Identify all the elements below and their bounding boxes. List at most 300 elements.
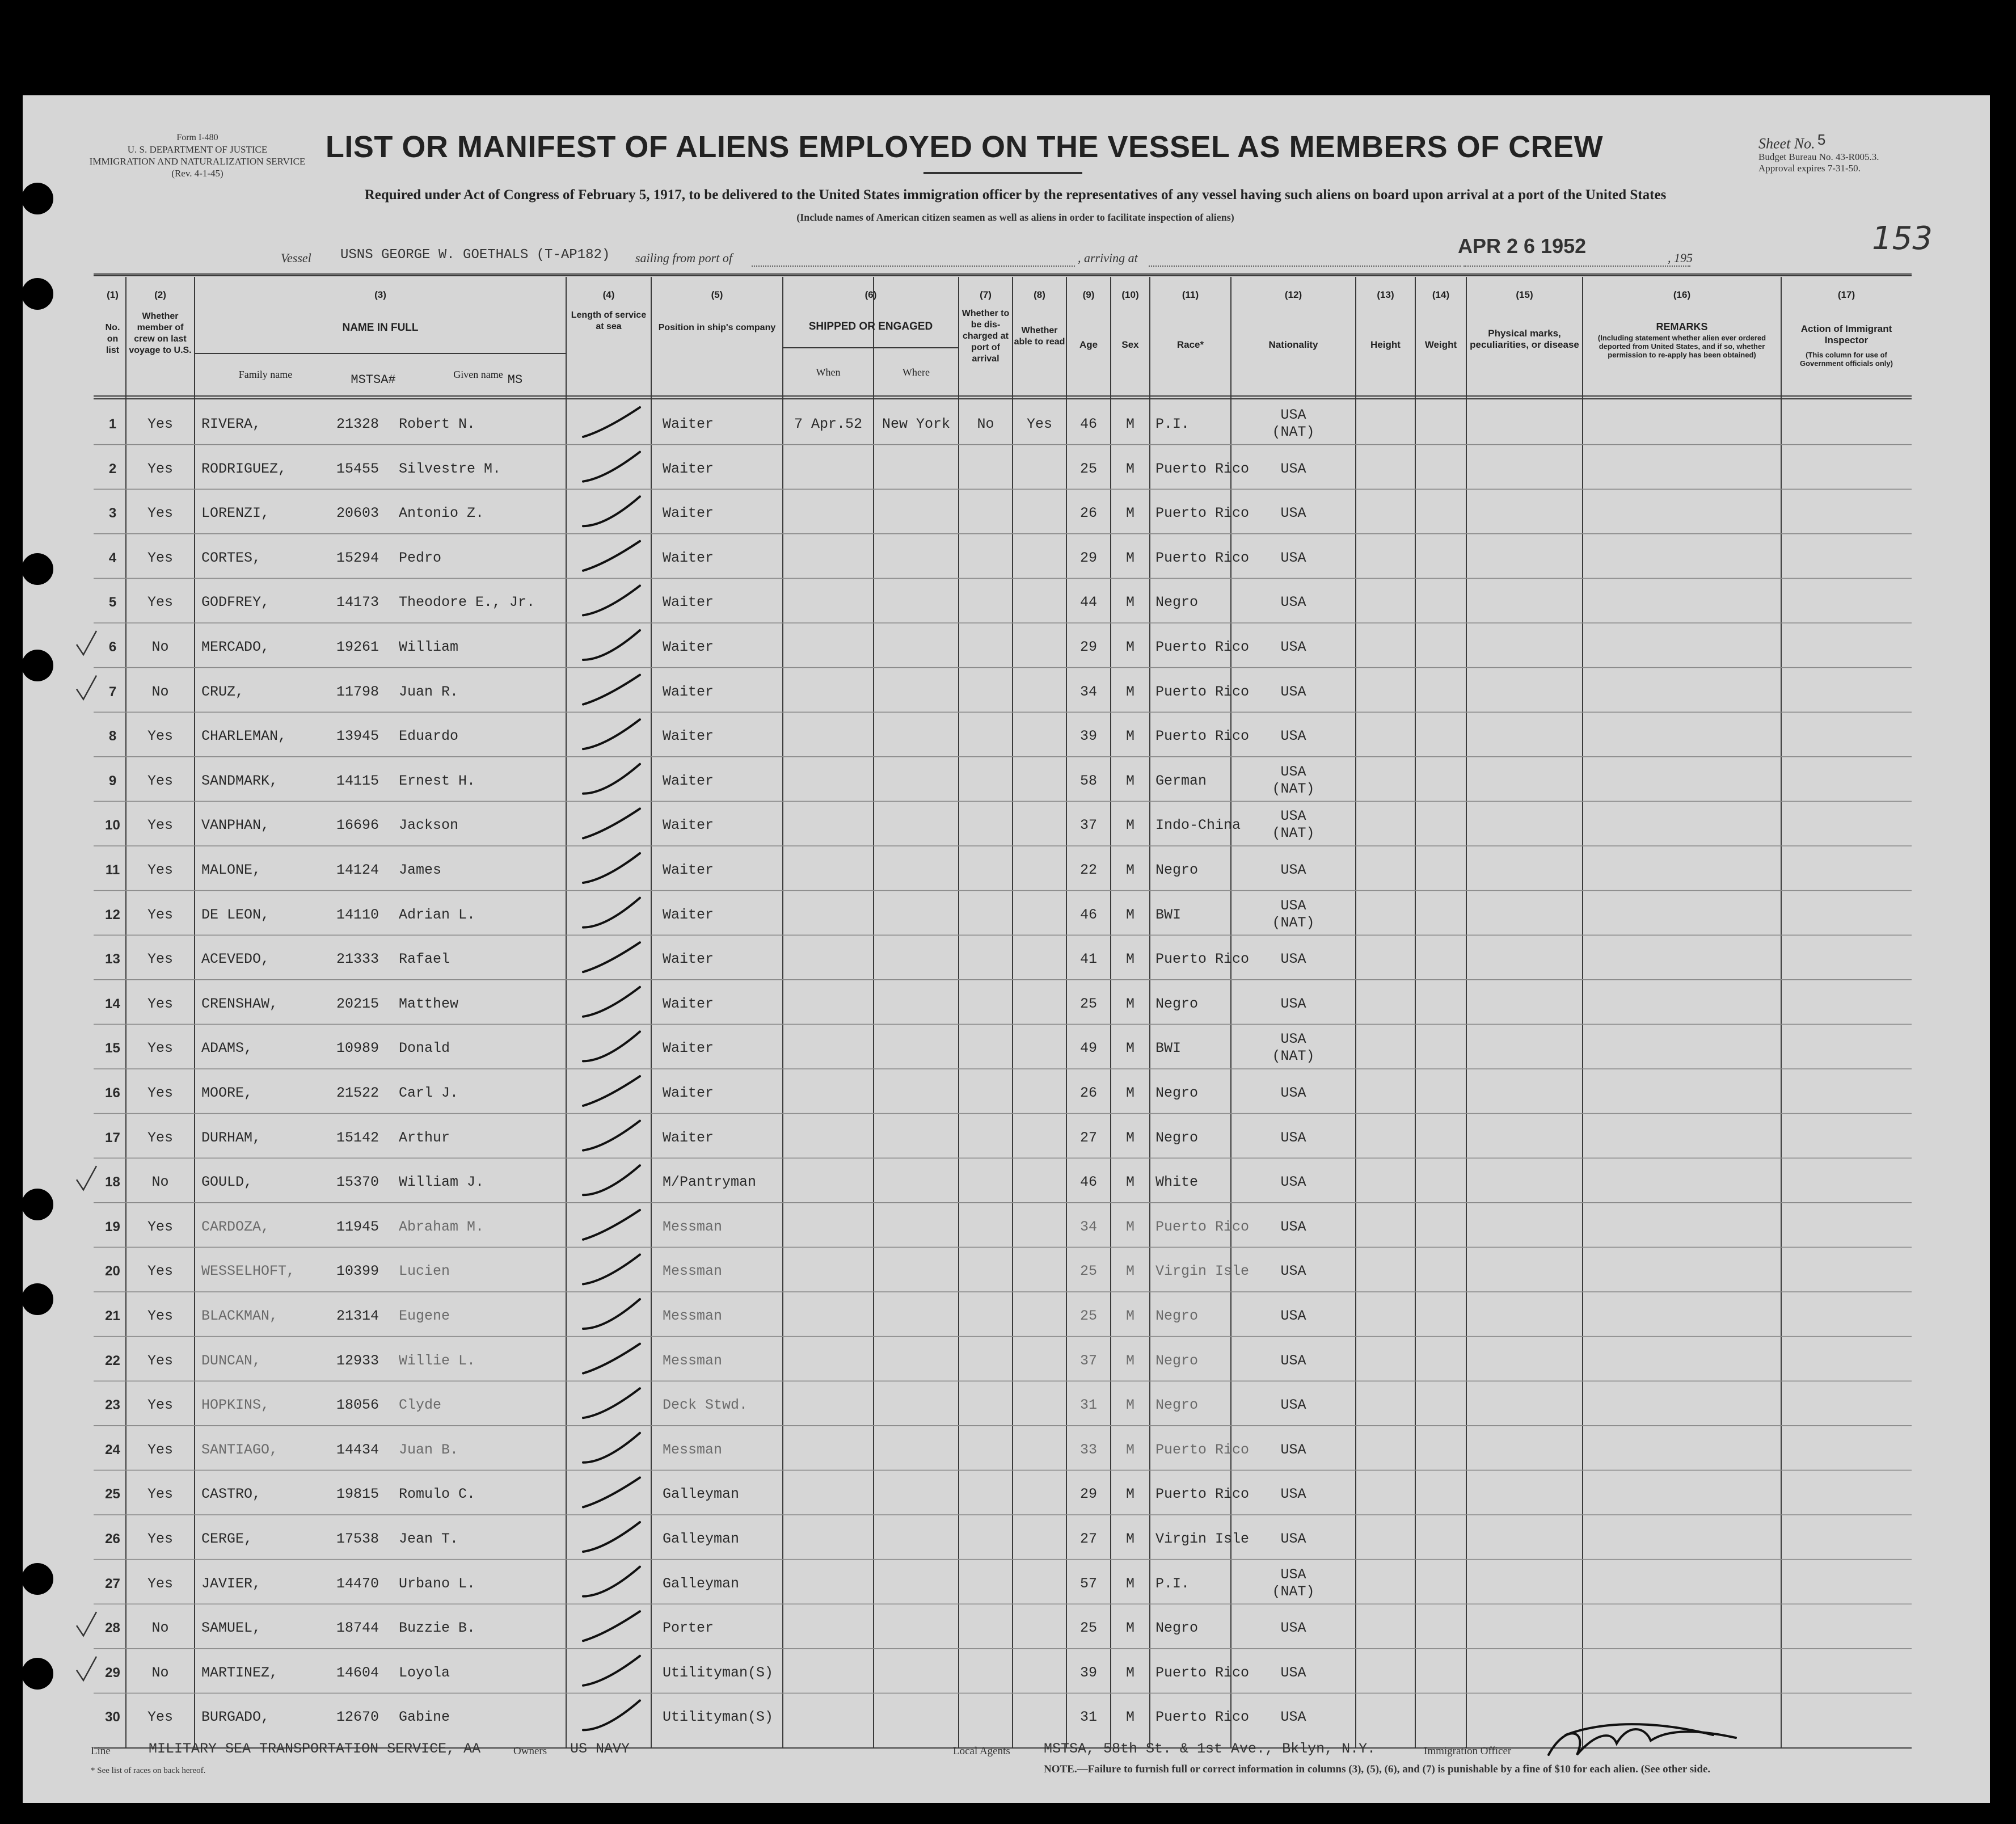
service-length-pen-stroke <box>583 1477 640 1507</box>
service-length-pen-stroke <box>583 1567 640 1596</box>
local-agents-label: Local Agents <box>953 1745 1010 1757</box>
cell-sex: M <box>1125 1040 1134 1057</box>
punch-hole <box>22 553 53 585</box>
cell-id: 13945 <box>336 728 379 745</box>
cell-given: Willie L. <box>399 1352 476 1369</box>
cell-age: 27 <box>1079 1531 1097 1547</box>
cell-given: Rafael <box>399 951 450 968</box>
cell-family: BURGADO, <box>201 1709 270 1726</box>
column-number-14: (14) <box>1432 289 1450 300</box>
cell-given: Eduardo <box>399 728 459 745</box>
cell-given: Jean T. <box>399 1531 459 1547</box>
cell-given: Buzzie B. <box>399 1620 476 1637</box>
cell-given: Robert N. <box>399 416 476 432</box>
cell-position: Waiter <box>663 862 714 878</box>
cell-id: 12933 <box>336 1352 379 1369</box>
cell-prior: No <box>151 639 169 655</box>
cell-race: Virgin Isle <box>1155 1263 1250 1280</box>
cell-race: Negro <box>1155 1397 1199 1414</box>
cell-given: Juan R. <box>399 683 459 700</box>
cell-given: Adrian L. <box>399 906 476 923</box>
cell-nat: USA <box>1280 683 1306 700</box>
column-number-1: (1) <box>107 289 119 300</box>
header-name-in-full: NAME IN FULL <box>342 322 419 334</box>
cell-prior: Yes <box>147 1441 173 1458</box>
cell-sex: M <box>1125 951 1134 968</box>
cell-race: P.I. <box>1155 416 1190 432</box>
cell-where: New York <box>882 416 951 432</box>
cell-age: 22 <box>1079 862 1097 878</box>
service-length-pen-stroke <box>583 585 640 615</box>
arriving-at-label: , arriving at <box>1078 251 1138 265</box>
cell-given: Gabine <box>399 1709 450 1726</box>
punch-hole <box>22 1283 53 1315</box>
cell-nat: USA <box>1280 460 1306 477</box>
service-length-pen-stroke <box>583 1700 640 1730</box>
column-number-10: (10) <box>1121 289 1139 300</box>
header-no-on-list: No. on list <box>105 323 120 355</box>
header-position: Position in ship's company <box>658 323 776 332</box>
cell-position: Messman <box>663 1308 723 1324</box>
cell-family: ACEVEDO, <box>201 951 270 968</box>
cell-id: 15370 <box>336 1174 379 1191</box>
cell-nat: USA <box>1280 1566 1306 1583</box>
cell-no: 11 <box>105 862 120 878</box>
cell-prior: Yes <box>147 951 173 968</box>
cell-no: 29 <box>105 1665 120 1680</box>
cell-prior: Yes <box>147 1263 173 1280</box>
cell-no: 18 <box>105 1174 120 1190</box>
cell-given: Donald <box>399 1040 450 1057</box>
cell-position: Waiter <box>663 639 714 655</box>
column-number-7: (7) <box>980 289 992 300</box>
cell-family: SAMUEL, <box>201 1620 262 1637</box>
cell-race: Puerto Rico <box>1155 1486 1250 1503</box>
header-remarks-note: (Including statement whether alien ever ordered deported from United States, and if so, whether permission to re-apply has been obtained) <box>1597 334 1766 359</box>
document-title: LIST OR MANIFEST OF ALIENS EMPLOYED ON THE VESSEL AS MEMBERS OF CREW <box>325 130 1604 164</box>
cell-position: Messman <box>663 1441 723 1458</box>
service-length-pen-stroke <box>583 1299 640 1329</box>
column-number-15: (15) <box>1516 289 1533 300</box>
cell-no: 6 <box>108 639 117 655</box>
cell-prior: Yes <box>147 1709 173 1726</box>
cell-race: Puerto Rico <box>1155 1218 1250 1235</box>
header-race: Race* <box>1176 339 1204 350</box>
header-physical-marks: Physical marks, peculiarities, or disease <box>1470 328 1579 350</box>
cell-age: 26 <box>1079 505 1097 522</box>
cell-id: 21328 <box>336 416 379 432</box>
cell-family: VANPHAN, <box>201 817 270 834</box>
cell-no: 21 <box>105 1308 120 1324</box>
cell-given: Arthur <box>399 1129 450 1146</box>
header-height: Height <box>1370 339 1401 350</box>
cell-no: 4 <box>108 550 117 566</box>
cell-prior: Yes <box>147 862 173 878</box>
vessel-line <box>23 247 1990 270</box>
cell-family: JAVIER, <box>201 1575 262 1592</box>
cell-sex: M <box>1125 1397 1134 1414</box>
cell-id: 20603 <box>336 505 379 522</box>
header-ms: MS <box>507 373 523 387</box>
service-length-pen-stroke <box>583 764 640 794</box>
cell-prior: Yes <box>147 1486 173 1503</box>
cell-family: BLACKMAN, <box>201 1308 279 1324</box>
cell-race: Puerto Rico <box>1155 505 1250 522</box>
cell-family: LORENZI, <box>201 505 270 522</box>
cell-nat: USA <box>1280 1352 1306 1369</box>
cell-given: Theodore E., Jr. <box>399 594 535 611</box>
cell-age: 25 <box>1079 1263 1097 1280</box>
cell-sex: M <box>1125 906 1134 923</box>
cell-position: Messman <box>663 1263 723 1280</box>
cell-nat: USA <box>1280 763 1306 780</box>
cell-no: 2 <box>108 461 117 477</box>
cell-nat: USA <box>1280 1085 1306 1101</box>
cell-prior: Yes <box>147 906 173 923</box>
manifest-sheet <box>23 95 1990 1803</box>
cell-given: William J. <box>399 1174 484 1191</box>
cell-no: 20 <box>105 1263 120 1279</box>
cell-id: 16696 <box>336 817 379 834</box>
cell-family: CASTRO, <box>201 1486 262 1503</box>
cell-id: 18056 <box>336 1397 379 1414</box>
cell-given: Jackson <box>399 817 459 834</box>
cell-no: 9 <box>108 773 117 789</box>
cell-given: William <box>399 639 459 655</box>
cell-family: HOPKINS, <box>201 1397 270 1414</box>
service-length-pen-stroke <box>583 1344 640 1374</box>
cell-family: MALONE, <box>201 862 262 878</box>
year-label: , 195 <box>1668 251 1693 265</box>
cell-prior: Yes <box>147 1308 173 1324</box>
cell-position: M/Pantryman <box>663 1174 757 1191</box>
cell-race: Puerto Rico <box>1155 951 1250 968</box>
service-length-pen-stroke <box>583 1656 640 1686</box>
header-msts-number: MSTSA# <box>351 373 396 387</box>
cell-nat: USA <box>1280 1709 1306 1726</box>
cell-id: 18744 <box>336 1620 379 1637</box>
header-action-note: (This column for use of Government officials only) <box>1800 351 1893 368</box>
cell-id: 10989 <box>336 1040 379 1057</box>
cell-given: Eugene <box>399 1308 450 1324</box>
cell-prior: Yes <box>147 549 173 566</box>
cell-given: Clyde <box>399 1397 442 1414</box>
punch-hole <box>22 650 53 681</box>
service-length-pen-stroke <box>583 853 640 883</box>
cell-nat2: (NAT) <box>1272 424 1315 440</box>
header-given-name: Given name <box>453 369 503 380</box>
service-length-pen-stroke <box>583 1076 640 1106</box>
cell-nat: USA <box>1280 1031 1306 1048</box>
cell-prior: Yes <box>147 1575 173 1592</box>
form-identification <box>78 132 317 179</box>
cell-no: 30 <box>105 1709 120 1725</box>
cell-id: 14173 <box>336 594 379 611</box>
header-family-name: Family name <box>238 369 293 380</box>
cell-nat: USA <box>1280 862 1306 878</box>
cell-id: 11945 <box>336 1218 379 1235</box>
cell-prior: No <box>151 683 169 700</box>
cell-race: Puerto Rico <box>1155 683 1250 700</box>
cell-prior: No <box>151 1664 169 1681</box>
cell-age: 33 <box>1079 1441 1097 1458</box>
cell-nat: USA <box>1280 407 1306 423</box>
cell-race: Negro <box>1155 1620 1199 1637</box>
cell-id: 11798 <box>336 683 379 700</box>
arrival-date-field <box>1464 266 1690 267</box>
cell-no: 12 <box>105 907 120 922</box>
cell-id: 14434 <box>336 1441 379 1458</box>
header-able-to-read: Whether able to read <box>1014 326 1065 347</box>
column-number-5: (5) <box>711 289 723 300</box>
cell-sex: M <box>1125 505 1134 522</box>
cell-nat: USA <box>1280 995 1306 1012</box>
cell-age: 27 <box>1079 1129 1097 1146</box>
header-age: Age <box>1079 339 1098 350</box>
column-number-8: (8) <box>1034 289 1045 300</box>
title-underline <box>923 172 1082 174</box>
cell-sex: M <box>1125 416 1134 432</box>
cell-position: Utilityman(S) <box>663 1664 774 1681</box>
cell-nat: USA <box>1280 594 1306 611</box>
cell-age: 29 <box>1079 639 1097 655</box>
service-length-pen-stroke <box>583 1210 640 1240</box>
cell-position: Waiter <box>663 549 714 566</box>
cell-race: P.I. <box>1155 1575 1190 1592</box>
cell-no: 27 <box>105 1576 120 1591</box>
cell-sex: M <box>1125 1308 1134 1324</box>
budget-bureau-number: Budget Bureau No. 43-R005.3. <box>1758 151 1879 162</box>
cell-family: MERCADO, <box>201 639 270 655</box>
service-length-pen-stroke <box>583 1165 640 1195</box>
cell-prior: Yes <box>147 1040 173 1057</box>
cell-race: Negro <box>1155 1129 1199 1146</box>
cell-no: 13 <box>105 951 120 967</box>
service-length-pen-stroke <box>583 452 640 482</box>
cell-nat: USA <box>1280 1486 1306 1503</box>
margin-check-mark <box>77 1166 96 1190</box>
cell-prior: Yes <box>147 1129 173 1146</box>
cell-age: 37 <box>1079 1352 1097 1369</box>
cell-sex: M <box>1125 1441 1134 1458</box>
cell-family: DURHAM, <box>201 1129 262 1146</box>
cell-no: 16 <box>105 1085 120 1101</box>
service-length-pen-stroke <box>583 1121 640 1151</box>
punch-hole <box>22 183 53 214</box>
cell-id: 15142 <box>336 1129 379 1146</box>
column-number-6: (6) <box>864 289 877 300</box>
cell-race: Puerto Rico <box>1155 728 1250 745</box>
cell-prior: Yes <box>147 817 173 834</box>
cell-given: James <box>399 862 442 878</box>
cell-race: Puerto Rico <box>1155 460 1250 477</box>
cell-position: Waiter <box>663 1040 714 1057</box>
cell-age: 25 <box>1079 1308 1097 1324</box>
vessel-label: Vessel <box>281 251 311 265</box>
cell-family: CORTES, <box>201 549 262 566</box>
cell-position: Waiter <box>663 505 714 522</box>
cell-age: 46 <box>1079 1174 1097 1191</box>
cell-prior: Yes <box>147 416 173 432</box>
column-number-17: (17) <box>1837 289 1855 300</box>
service-length-pen-stroke <box>583 1522 640 1552</box>
cell-nat: USA <box>1280 1174 1306 1191</box>
cell-given: Loyola <box>399 1664 450 1681</box>
cell-sex: M <box>1125 772 1134 789</box>
owners-value: US NAVY <box>570 1741 630 1757</box>
cell-id: 19261 <box>336 639 379 655</box>
cell-prior: Yes <box>147 505 173 522</box>
cell-age: 49 <box>1079 1040 1097 1057</box>
header-weight: Weight <box>1424 339 1457 350</box>
service-name: IMMIGRATION AND NATURALIZATION SERVICE <box>89 156 306 167</box>
cell-prior: Yes <box>147 728 173 745</box>
cell-id: 14604 <box>336 1664 379 1681</box>
service-length-pen-stroke <box>583 808 640 838</box>
cell-id: 15294 <box>336 549 379 566</box>
cell-age: 26 <box>1079 1085 1097 1101</box>
footer-line <box>23 1741 1990 1763</box>
cell-given: Lucien <box>399 1263 450 1280</box>
cell-id: 10399 <box>336 1263 379 1280</box>
cell-given: Pedro <box>399 549 442 566</box>
sheet-number-value: 5 <box>1817 131 1826 148</box>
cell-race: BWI <box>1155 906 1182 923</box>
cell-id: 19815 <box>336 1486 379 1503</box>
cell-id: 14115 <box>336 772 379 789</box>
cell-race: Puerto Rico <box>1155 1709 1250 1726</box>
cell-nat: USA <box>1280 549 1306 566</box>
cell-position: Waiter <box>663 772 714 789</box>
punch-hole <box>22 1658 53 1690</box>
header-discharged: Whether to be dis-charged at port of arrival <box>961 309 1010 364</box>
column-number-9: (9) <box>1082 289 1095 300</box>
cell-nat: USA <box>1280 1308 1306 1324</box>
cell-id: 14470 <box>336 1575 379 1592</box>
cell-nat2: (NAT) <box>1272 914 1315 931</box>
immigration-officer-label: Immigration Officer <box>1424 1745 1512 1757</box>
sheet-number-label: Sheet No. <box>1758 135 1815 152</box>
form-number: Form I-480 <box>176 133 218 142</box>
cell-nat: USA <box>1280 1263 1306 1280</box>
cell-given: Carl J. <box>399 1085 459 1101</box>
service-length-pen-stroke <box>583 719 640 749</box>
cell-family: CARDOZA, <box>201 1218 270 1235</box>
cell-no: 14 <box>105 996 120 1012</box>
service-length-pen-stroke <box>583 1254 640 1284</box>
header-remarks: REMARKS <box>1656 321 1708 332</box>
cell-prior: Yes <box>147 1352 173 1369</box>
cell-id: 14110 <box>336 906 379 923</box>
cell-sex: M <box>1125 1709 1134 1726</box>
cell-family: DE LEON, <box>201 906 270 923</box>
cell-prior: Yes <box>147 460 173 477</box>
cell-family: CHARLEMAN, <box>201 728 287 745</box>
cell-given: Matthew <box>399 995 459 1012</box>
cell-position: Waiter <box>663 1085 714 1101</box>
cell-position: Galleyman <box>663 1575 740 1592</box>
cell-race: Negro <box>1155 862 1199 878</box>
cell-sex: M <box>1125 817 1134 834</box>
cell-no: 28 <box>105 1620 120 1636</box>
cell-age: 29 <box>1079 1486 1097 1503</box>
cell-given: Antonio Z. <box>399 505 484 522</box>
line-label: Line <box>91 1745 111 1757</box>
punch-hole <box>22 278 53 310</box>
local-agents-value: MSTSA, 58th St. & 1st Ave., Bklyn, N.Y. <box>1044 1741 1376 1757</box>
cell-id: 14124 <box>336 862 379 878</box>
cell-family: CRENSHAW, <box>201 995 279 1012</box>
cell-no: 23 <box>105 1397 120 1413</box>
cell-age: 57 <box>1079 1575 1097 1592</box>
column-number-12: (12) <box>1284 289 1302 300</box>
cell-race: Puerto Rico <box>1155 549 1250 566</box>
cell-sex: M <box>1125 1129 1134 1146</box>
cell-id: 21522 <box>336 1085 379 1101</box>
cell-nat: USA <box>1280 1218 1306 1235</box>
sailing-from-label: sailing from port of <box>635 251 732 265</box>
cell-age: 29 <box>1079 549 1097 566</box>
cell-age: 44 <box>1079 594 1097 611</box>
cell-nat: USA <box>1280 1129 1306 1146</box>
cell-no: 26 <box>105 1531 120 1547</box>
cell-nat: USA <box>1280 951 1306 968</box>
cell-race: Negro <box>1155 1308 1199 1324</box>
cell-race: Negro <box>1155 1085 1199 1101</box>
sailing-port-field <box>752 266 1075 267</box>
cell-no: 19 <box>105 1219 120 1235</box>
cell-sex: M <box>1125 1486 1134 1503</box>
column-number-4: (4) <box>602 289 615 300</box>
owners-label: Owners <box>513 1745 547 1757</box>
cell-nat2: (NAT) <box>1272 1048 1315 1065</box>
cell-family: MOORE, <box>201 1085 253 1101</box>
cell-prior: Yes <box>147 1531 173 1547</box>
margin-check-mark <box>77 1657 96 1680</box>
line-value: MILITARY SEA TRANSPORTATION SERVICE, AA <box>149 1741 481 1757</box>
cell-position: Waiter <box>663 683 714 700</box>
cell-prior: Yes <box>147 1085 173 1101</box>
cell-prior: No <box>151 1620 169 1637</box>
cell-prior: Yes <box>147 1218 173 1235</box>
column-number-13: (13) <box>1377 289 1394 300</box>
cell-nat: USA <box>1280 1397 1306 1414</box>
cell-nat: USA <box>1280 1664 1306 1681</box>
header-prior-voyage: Whether member of crew on last voyage to U.S. <box>129 311 192 355</box>
cell-sex: M <box>1125 1620 1134 1637</box>
cell-sex: M <box>1125 1664 1134 1681</box>
cell-sex: M <box>1125 1531 1134 1547</box>
cell-family: GOULD, <box>201 1174 253 1191</box>
cell-when: 7 Apr.52 <box>794 416 863 432</box>
cell-sex: M <box>1125 460 1134 477</box>
cell-id: 15455 <box>336 460 379 477</box>
service-length-pen-stroke <box>583 942 640 972</box>
cell-prior: No <box>151 1174 169 1191</box>
cell-race: White <box>1155 1174 1199 1191</box>
cell-sex: M <box>1125 1174 1134 1191</box>
cell-position: Galleyman <box>663 1531 740 1547</box>
cell-position: Waiter <box>663 951 714 968</box>
cell-nat2: (NAT) <box>1272 1583 1315 1600</box>
cell-race: German <box>1155 772 1207 789</box>
approval-expiry: Approval expires 7-31-50. <box>1758 162 1861 174</box>
cell-id: 17538 <box>336 1531 379 1547</box>
column-number-11: (11) <box>1182 289 1199 300</box>
cell-race: Puerto Rico <box>1155 1441 1250 1458</box>
header-sex: Sex <box>1121 339 1139 350</box>
cell-nat: USA <box>1280 1620 1306 1637</box>
